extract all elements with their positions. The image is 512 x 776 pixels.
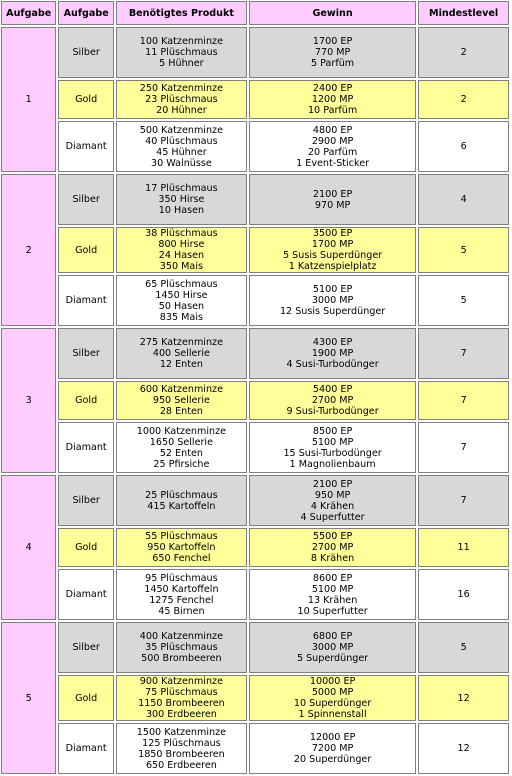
table-row [1, 80, 509, 119]
product-line: 1500 Katzenminze [136, 726, 227, 738]
product-line: 835 Mais [159, 311, 203, 323]
reward-line: 2900 MP [311, 135, 354, 147]
reward-cell [249, 675, 416, 721]
product-line: 125 Plüschmaus [142, 737, 221, 749]
required-products-cell [116, 174, 247, 225]
reward-cell [249, 121, 416, 172]
required-products-cell [116, 422, 247, 473]
table-body [1, 27, 509, 774]
tier-cell: Gold [58, 227, 113, 273]
min-level-cell: 7 [418, 328, 509, 379]
table-row [1, 381, 509, 420]
required-products-cell [116, 227, 247, 273]
required-products-cell [116, 27, 247, 78]
reward-line: 950 MP [314, 489, 351, 501]
reward-line: 4 Krähen [310, 500, 355, 512]
reward-line: 1900 MP [311, 348, 354, 359]
product-line: 1150 Brombeeren [138, 698, 225, 709]
product-line: 950 Sellerie [152, 395, 210, 406]
product-line: 28 Enten [159, 406, 203, 417]
task-number-cell: 1 [1, 27, 56, 172]
product-line: 40 Plüschmaus [145, 135, 218, 147]
reward-line: 5400 EP [312, 384, 353, 395]
reward-line: 4800 EP [312, 124, 353, 136]
header-aufgabe-number: Aufgabe [1, 1, 56, 25]
min-level-cell: 5 [418, 227, 509, 273]
product-line: 1000 Katzenminze [136, 425, 227, 437]
tier-cell: Diamant [58, 422, 113, 473]
reward-line: 3000 MP [311, 295, 354, 306]
product-line: 1275 Fenchel [149, 594, 214, 606]
reward-line: 3500 EP [312, 228, 353, 239]
tier-cell: Gold [58, 80, 113, 119]
reward-line: 1700 EP [312, 36, 353, 47]
table-row [1, 622, 509, 673]
required-products-cell [116, 121, 247, 172]
table-row [1, 275, 509, 326]
reward-line: 4 Susi-Turbodünger [286, 359, 379, 370]
reward-line: 2100 EP [312, 188, 353, 200]
required-products-cell [116, 569, 247, 620]
min-level-cell: 7 [418, 381, 509, 420]
product-line: 650 Fenchel [152, 553, 211, 564]
tier-cell: Gold [58, 381, 113, 420]
reward-line: 4 Superfutter [300, 511, 365, 523]
product-line: 10 Hasen [158, 205, 205, 216]
product-line: 600 Katzenminze [139, 384, 223, 395]
product-line: 65 Plüschmaus [145, 278, 218, 290]
reward-line: 970 MP [314, 199, 351, 211]
required-products-cell [116, 528, 247, 567]
product-line: 11 Plüschmaus [145, 47, 218, 58]
product-line: 55 Plüschmaus [145, 531, 218, 542]
reward-cell [249, 528, 416, 567]
product-line: 400 Katzenminze [139, 631, 223, 642]
min-level-cell: 2 [418, 27, 509, 78]
reward-line: 15 Susi-Turbodünger [283, 447, 382, 459]
reward-cell [249, 275, 416, 326]
tier-cell: Silber [58, 27, 113, 78]
reward-line: 6800 EP [312, 631, 353, 642]
tier-cell: Gold [58, 675, 113, 721]
required-products-cell [116, 80, 247, 119]
reward-line: 770 MP [314, 47, 351, 58]
table-header [1, 1, 509, 25]
tier-cell: Silber [58, 174, 113, 225]
reward-line: 5 Susis Superdünger [283, 250, 383, 261]
header-mindestlevel: Mindestlevel [418, 1, 509, 25]
reward-line: 5100 MP [311, 583, 354, 595]
tier-cell: Diamant [58, 121, 113, 172]
product-line: 20 Hühner [156, 105, 207, 116]
header-gewinn: Gewinn [249, 1, 416, 25]
product-line: 24 Hasen [158, 250, 205, 261]
reward-line: 12 Susis Superdünger [279, 306, 386, 317]
min-level-cell: 7 [418, 475, 509, 526]
task-number-cell: 5 [1, 622, 56, 774]
product-line: 100 Katzenminze [139, 36, 223, 47]
table-row [1, 723, 509, 774]
product-line: 95 Plüschmaus [145, 572, 218, 584]
min-level-cell: 12 [418, 723, 509, 774]
reward-line: 2700 MP [311, 395, 354, 406]
product-line: 1450 Hirse [155, 289, 208, 301]
reward-cell [249, 569, 416, 620]
product-line: 35 Plüschmaus [145, 642, 218, 653]
reward-line: 1 Magnolienbaum [289, 458, 376, 470]
reward-line: 8600 EP [312, 572, 353, 584]
tier-cell: Diamant [58, 723, 113, 774]
reward-line: 2700 MP [311, 542, 354, 553]
required-products-cell [116, 475, 247, 526]
product-line: 1850 Brombeeren [138, 748, 225, 760]
min-level-cell: 4 [418, 174, 509, 225]
task-number-cell: 2 [1, 174, 56, 326]
product-line: 75 Plüschmaus [145, 687, 218, 698]
required-products-cell [116, 622, 247, 673]
product-line: 500 Brombeeren [141, 653, 222, 664]
min-level-cell: 12 [418, 675, 509, 721]
reward-line: 10 Parfüm [307, 105, 358, 116]
reward-line: 20 Superdünger [293, 754, 372, 765]
product-line: 30 Walnüsse [151, 157, 212, 169]
product-line: 800 Hirse [158, 239, 205, 250]
reward-cell [249, 27, 416, 78]
required-products-cell [116, 381, 247, 420]
min-level-cell: 16 [418, 569, 509, 620]
task-number-cell: 4 [1, 475, 56, 620]
header-benoetigtes-produkt: Benötigtes Produkt [116, 1, 247, 25]
table-row [1, 174, 509, 225]
reward-line: 13 Krähen [307, 594, 358, 606]
reward-line: 1200 MP [311, 94, 354, 105]
reward-line: 1 Katzenspielplatz [288, 261, 377, 272]
product-line: 900 Katzenminze [139, 676, 223, 687]
reward-line: 4300 EP [312, 337, 353, 348]
tier-cell: Silber [58, 622, 113, 673]
product-line: 950 Kartoffeln [147, 542, 216, 553]
reward-line: 10000 EP [309, 676, 356, 687]
reward-line: 5100 MP [311, 436, 354, 448]
product-line: 17 Plüschmaus [145, 183, 218, 194]
reward-line: 10 Superdünger [293, 698, 372, 709]
reward-line: 2100 EP [312, 478, 353, 490]
reward-line: 9 Susi-Turbodünger [286, 406, 379, 417]
product-line: 400 Sellerie [152, 348, 210, 359]
reward-line: 3000 MP [311, 642, 354, 653]
reward-line: 5000 MP [311, 687, 354, 698]
product-line: 250 Katzenminze [139, 83, 223, 94]
task-number-cell: 3 [1, 328, 56, 473]
min-level-cell: 2 [418, 80, 509, 119]
tier-cell: Diamant [58, 569, 113, 620]
tier-cell: Silber [58, 328, 113, 379]
table-row [1, 675, 509, 721]
reward-line: 1700 MP [311, 239, 354, 250]
reward-line: 20 Parfüm [307, 146, 358, 158]
product-line: 500 Katzenminze [139, 124, 223, 136]
header-row [1, 1, 509, 25]
table-row [1, 569, 509, 620]
product-line: 350 Hirse [158, 194, 205, 205]
required-products-cell [116, 723, 247, 774]
product-line: 25 Plüschmaus [145, 489, 218, 501]
table-row [1, 528, 509, 567]
reward-cell [249, 475, 416, 526]
product-line: 5 Hühner [159, 58, 204, 69]
product-line: 275 Katzenminze [139, 337, 223, 348]
product-line: 415 Kartoffeln [147, 500, 216, 512]
reward-line: 7200 MP [311, 743, 354, 754]
reward-cell [249, 422, 416, 473]
min-level-cell: 5 [418, 275, 509, 326]
product-line: 300 Erdbeeren [145, 709, 217, 720]
table-row [1, 422, 509, 473]
tier-cell: Silber [58, 475, 113, 526]
product-line: 650 Erdbeeren [145, 759, 217, 771]
required-products-cell [116, 275, 247, 326]
header-aufgabe-tier: Aufgabe [58, 1, 113, 25]
reward-cell [249, 80, 416, 119]
table-row [1, 328, 509, 379]
reward-line: 10 Superfutter [297, 605, 368, 617]
table-row [1, 475, 509, 526]
product-line: 50 Hasen [158, 300, 205, 312]
product-line: 45 Hühner [156, 146, 207, 158]
reward-cell [249, 723, 416, 774]
required-products-cell [116, 675, 247, 721]
product-line: 52 Enten [159, 447, 203, 459]
reward-line: 1 Spinnenstall [298, 709, 367, 720]
table-row [1, 27, 509, 78]
reward-line: 8 Krähen [310, 553, 355, 564]
product-line: 12 Enten [159, 359, 203, 370]
reward-line: 5 Superdünger [296, 653, 369, 664]
product-line: 45 Birnen [158, 605, 205, 617]
reward-line: 5100 EP [312, 284, 353, 295]
min-level-cell: 11 [418, 528, 509, 567]
reward-cell [249, 227, 416, 273]
product-line: 23 Plüschmaus [145, 94, 218, 105]
min-level-cell: 7 [418, 422, 509, 473]
reward-line: 1 Event-Sticker [296, 157, 370, 169]
min-level-cell: 5 [418, 622, 509, 673]
product-line: 350 Mais [159, 261, 203, 272]
tier-cell: Diamant [58, 275, 113, 326]
min-level-cell: 6 [418, 121, 509, 172]
product-line: 1450 Kartoffeln [144, 583, 219, 595]
product-line: 1650 Sellerie [149, 436, 213, 448]
reward-line: 5500 EP [312, 531, 353, 542]
product-line: 25 Pfirsiche [153, 458, 210, 470]
product-line: 38 Plüschmaus [145, 228, 218, 239]
reward-cell [249, 328, 416, 379]
reward-cell [249, 381, 416, 420]
reward-line: 12000 EP [309, 732, 356, 743]
reward-line: 2400 EP [312, 83, 353, 94]
tier-cell: Gold [58, 528, 113, 567]
required-products-cell [116, 328, 247, 379]
reward-line: 8500 EP [312, 425, 353, 437]
reward-line: 5 Parfüm [311, 58, 355, 69]
reward-cell [249, 174, 416, 225]
table-row [1, 121, 509, 172]
table-row [1, 227, 509, 273]
reward-cell [249, 622, 416, 673]
